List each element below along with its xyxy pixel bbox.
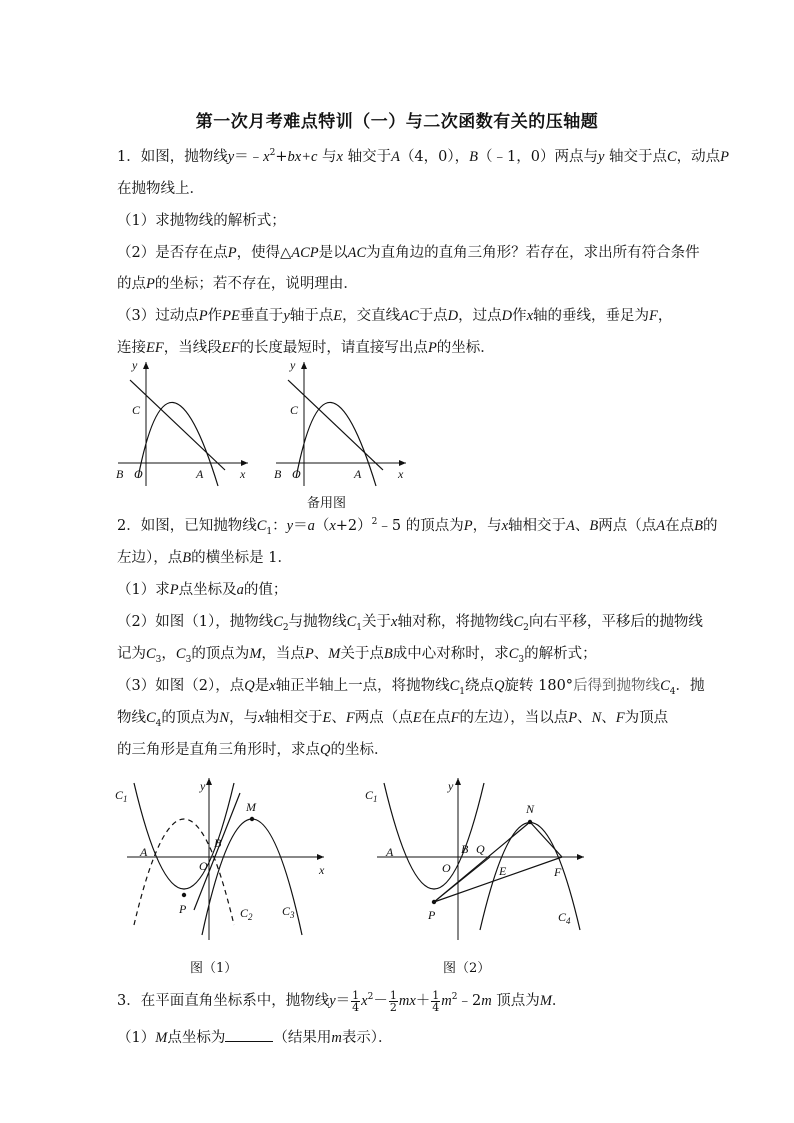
q2-line2: 左边），点B的横坐标是 1． bbox=[117, 550, 292, 566]
q2-part1: （1）求P点坐标及a的值； bbox=[117, 582, 288, 598]
svg-text:P: P bbox=[428, 908, 436, 922]
fraction-quarter-2: $\frac{1}{4}$ bbox=[432, 988, 440, 1014]
svg-text:B: B bbox=[274, 467, 282, 481]
svg-text:E: E bbox=[499, 864, 507, 878]
q2-figure-2 bbox=[362, 775, 592, 945]
q2-figure-1 bbox=[112, 775, 334, 945]
backup-figure-caption: 备用图 bbox=[307, 496, 347, 511]
q1-part3-line1: （3）过动点P作PE垂直于y轴于点E，交直线AC于点D，过点D作x轴的垂线，垂足为F， bbox=[117, 308, 673, 324]
fig-label-A: A bbox=[196, 467, 204, 481]
fig-label-x: x bbox=[240, 467, 246, 481]
q1-part1: （1）求抛物线的解析式； bbox=[117, 213, 286, 229]
svg-text:y: y bbox=[290, 358, 296, 372]
q1-part2-line2: 的点P的坐标；若不存在，说明理由． bbox=[117, 276, 358, 292]
fraction-half: $\frac{1}{2}$ bbox=[389, 988, 397, 1014]
svg-text:C1: $C_1$ bbox=[115, 788, 128, 804]
fig-label-O: O bbox=[134, 467, 143, 481]
svg-text:A: A bbox=[386, 845, 394, 859]
answer-blank[interactable] bbox=[225, 1027, 273, 1042]
svg-text:O: O bbox=[199, 859, 208, 873]
q1-part3-line2: 连接EF，当线段EF的长度最短时，请直接写出点P的坐标． bbox=[117, 340, 495, 356]
svg-text:C3: $C_3$ bbox=[282, 904, 295, 920]
q2-part3-line2: 物线$C_4$的顶点为N，与x轴相交于E、F两点（点E在点F的左边），当以点P、N、F为顶点 bbox=[117, 710, 669, 729]
svg-text:x: x bbox=[319, 863, 325, 877]
fig-label-y: y bbox=[132, 358, 138, 372]
fig-label-C: C bbox=[132, 403, 141, 417]
svg-text:B: B bbox=[461, 842, 469, 856]
svg-text:O: O bbox=[292, 467, 301, 481]
svg-text:B: B bbox=[214, 836, 222, 850]
svg-text:O: O bbox=[442, 861, 451, 875]
q3-line1: 3．在平面直角坐标系中，抛物线y＝ $\frac{1}{4}$ $x^2-$ $\frac{1}{2}$ mx＋ $\frac{1}{4}$ $m^2﹣2m$ 顶点为M． bbox=[117, 988, 567, 1014]
q1-figure-backup bbox=[268, 358, 418, 488]
q2-part2-line1: （2）如图（1），抛物线$C_2$与抛物线$C_1$关于x轴对称，将抛物线$C_2$向右平移，平移后的抛物线 bbox=[117, 614, 703, 633]
fig-label-B: B bbox=[116, 467, 124, 481]
svg-text:x: x bbox=[398, 467, 404, 481]
svg-text:A: A bbox=[140, 845, 148, 859]
svg-text:y: y bbox=[448, 779, 454, 793]
q2-part2-line2: 记为$C_3$，$C_3$的顶点为M，当点P、M关于点B成中心对称时，求$C_3$的解析式； bbox=[117, 646, 597, 665]
svg-text:F: F bbox=[554, 865, 562, 879]
q1-line2: 在抛物线上． bbox=[117, 181, 204, 197]
page-title: 第一次月考难点特训（一）与二次函数有关的压轴题 bbox=[195, 112, 599, 132]
q2-line1: 2．如图，已知抛物线$C_1$：$y=a(x+2)^2﹣5$ 的顶点为P，与x轴相交于A、B两点（点A在点B的 bbox=[117, 517, 718, 537]
fraction-quarter: $\frac{1}{4}$ bbox=[352, 988, 360, 1014]
svg-text:N: N bbox=[526, 802, 535, 816]
svg-text:y: y bbox=[200, 779, 206, 793]
svg-text:C: C bbox=[290, 403, 299, 417]
q3-part1: （1）M点坐标为 （结果用m表示）． bbox=[117, 1027, 393, 1048]
q2-part3-line3: 的三角形是直角三角形时，求点Q的坐标． bbox=[117, 742, 389, 758]
figure-2-caption: 图（2） bbox=[443, 961, 491, 976]
svg-text:C4: $C_4$ bbox=[558, 910, 571, 926]
q1-figure-main bbox=[110, 358, 260, 488]
svg-text:C1: $C_1$ bbox=[365, 788, 378, 804]
q1-part2-line1: （2）是否存在点P，使得△ACP是以AC为直角边的直角三角形？若存在，求出所有符合条件 bbox=[117, 245, 700, 261]
svg-text:A: A bbox=[354, 467, 362, 481]
figure-1-caption: 图（1） bbox=[190, 961, 238, 976]
svg-text:C2: $C_2$ bbox=[240, 906, 253, 922]
svg-text:Q: Q bbox=[476, 842, 485, 856]
q1-line1: 1．如图，抛物线$y=﹣x^2+bx+c$ 与x 轴交于A（4，0），B（﹣1，0）两点与y 轴交于点C，动点P bbox=[117, 148, 730, 165]
svg-text:P: P bbox=[179, 902, 187, 916]
q2-part3-line1: （3）如图（2），点Q是x轴正半轴上一点，将抛物线$C_1$绕点Q旋转 180°后得到抛物线$C_4$．抛 bbox=[117, 678, 705, 697]
svg-text:M: M bbox=[246, 800, 256, 814]
